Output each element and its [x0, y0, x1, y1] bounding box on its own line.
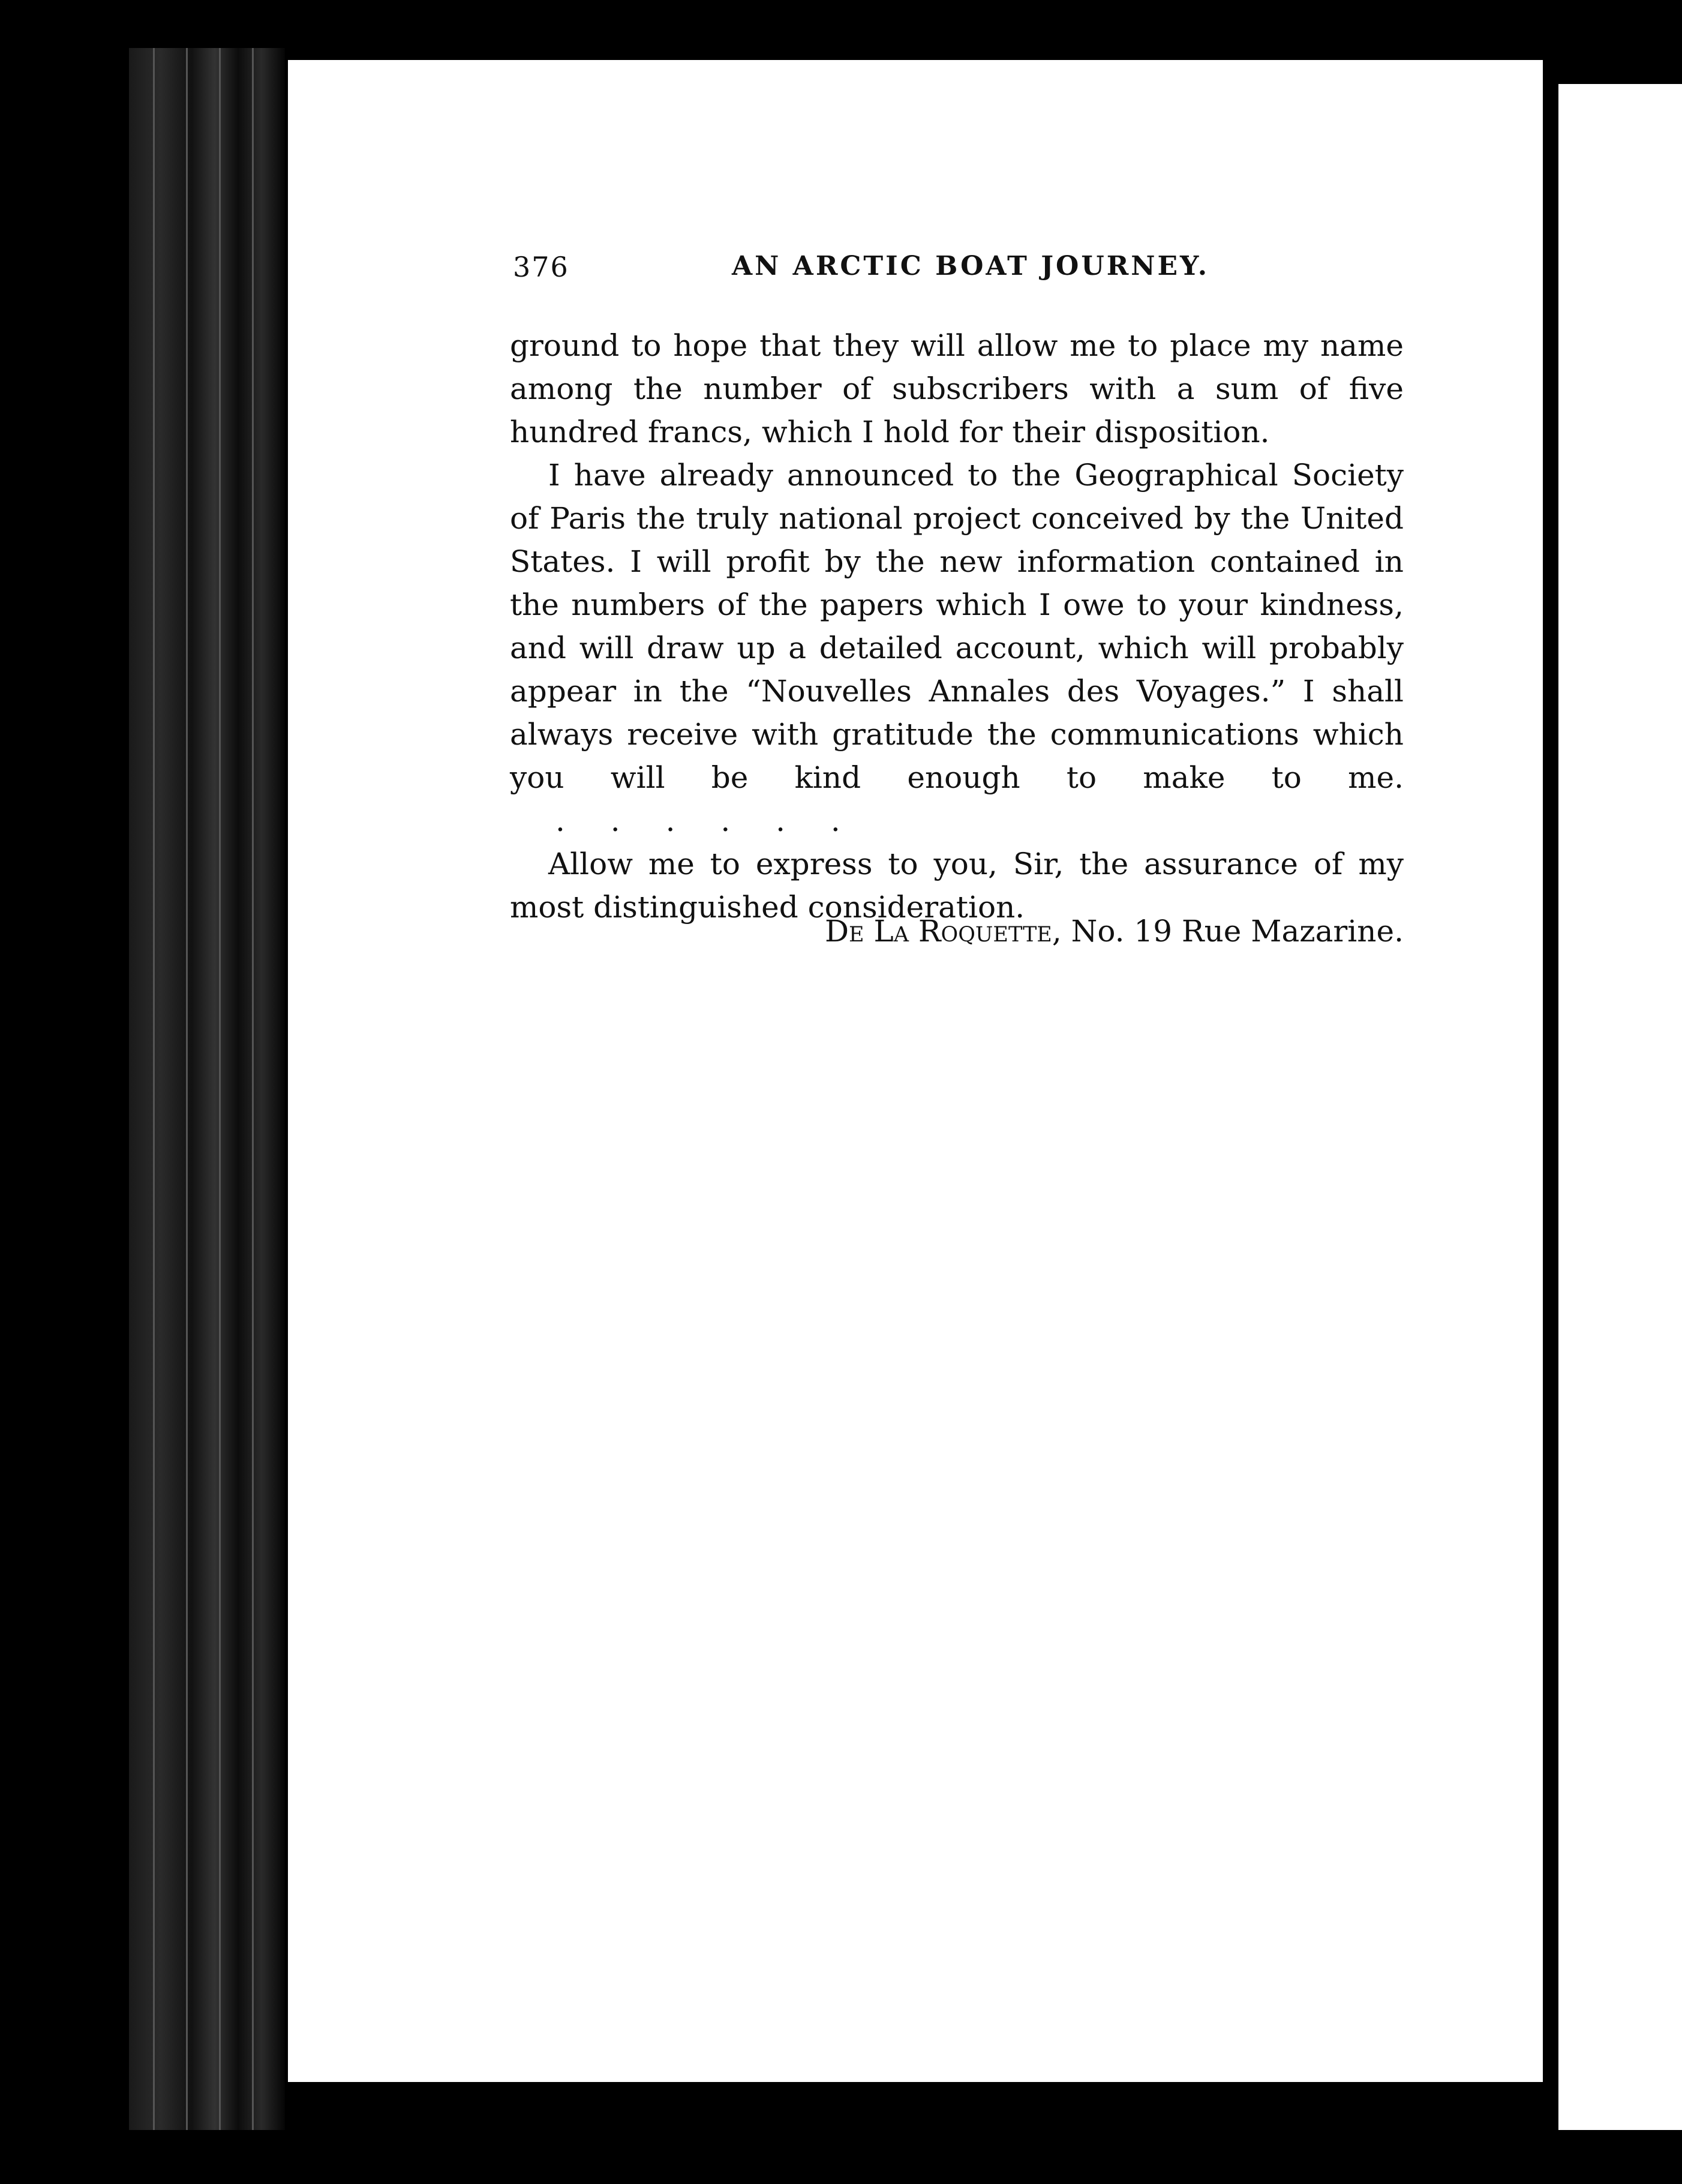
- paragraph-closing: Allow me to express to you, Sir, the assurance of my most distinguished consideration.: [510, 847, 1404, 925]
- book-page-edges: [129, 48, 285, 2130]
- signature-address: No. 19 Rue Mazarine.: [1071, 914, 1404, 949]
- paragraph-continued: ground to hope that they will allow me to place my name among the number of subscribers with a sum of five hundred francs, which I hold for their disposition.: [510, 328, 1404, 449]
- paragraph-text: I have already announced to the Geographical Society of Paris the truly national project conceived by the United States. I will profit by the new information contained in the numbers of the papers which I owe to your kindness, and will draw up a detailed account, which will probably appear in the “Nouvelles Annales des Voyages.” I shall always receive with gratitude the communications which you will be kind enough to make to me.: [510, 458, 1404, 795]
- page-edge-line: [186, 48, 188, 2130]
- signature-name: De La Roquette,: [824, 914, 1062, 949]
- running-header: [513, 251, 1401, 293]
- page-edge-line: [153, 48, 155, 2130]
- page-edge-line: [219, 48, 221, 2130]
- running-title: AN ARCTIC BOAT JOURNEY.: [732, 251, 1210, 281]
- page-edge-line: [252, 48, 254, 2130]
- book-gutter: [1543, 78, 1558, 2094]
- page-body: [510, 324, 1404, 929]
- signature: [660, 914, 1404, 949]
- facing-page: [1558, 84, 1682, 2130]
- paragraph: [510, 454, 1404, 842]
- page-number: 376: [513, 251, 569, 283]
- ellipsis-dots: . . . . . .: [555, 803, 858, 838]
